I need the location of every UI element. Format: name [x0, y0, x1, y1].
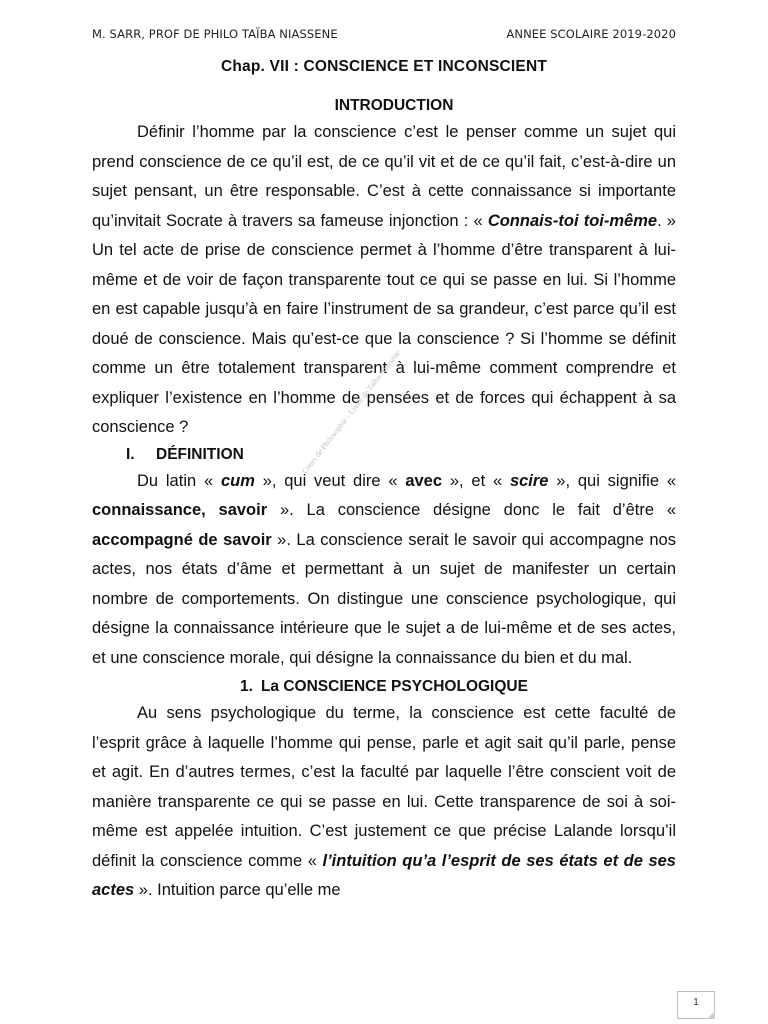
text-run: », qui signifie « — [548, 471, 676, 490]
text-run: Définir l’homme par la conscience c’est le penser comme un sujet qui prend conscience de ce qu’il est, de ce qu’il vit et de ce qu’il fait, c’est-à-dire un sujet pensant, un être responsable. C’est à cette connaissance si importante qu’invitait Socrate à travers sa fameuse injonction : « — [92, 123, 676, 230]
latin-term: scire — [509, 471, 549, 490]
text-run: », et « — [442, 471, 510, 490]
introduction-heading: INTRODUCTION — [334, 97, 454, 114]
document-body — [92, 94, 676, 906]
bold-term: accompagné de savoir — [92, 530, 272, 549]
page-number-box — [677, 991, 715, 1019]
subsection-heading-conscience-psychologique — [92, 675, 676, 699]
chapter-title: Chap. VII : CONSCIENCE ET INCONSCIENT — [220, 58, 548, 75]
subsection-title: La CONSCIENCE PSYCHOLOGIQUE — [260, 678, 528, 695]
bold-term: connaissance, savoir — [92, 501, 268, 519]
header-school-year: ANNEE SCOLAIRE 2019-2020 — [506, 27, 676, 41]
text-run: ». Intuition parce qu’elle me — [134, 881, 341, 899]
bold-term: avec — [405, 471, 443, 490]
text-run: », qui veut dire « — [254, 471, 406, 490]
subsection-number: 1. — [240, 678, 253, 695]
page-header — [92, 27, 676, 41]
watermark: Cours de Philosophie - Lycée de Taïba Niassène — [300, 348, 403, 476]
text-run: Du latin « — [137, 471, 221, 490]
latin-term: cum — [220, 471, 255, 490]
text-run: . » Un tel acte de prise de conscience permet à l’homme d’être transparent à lui-même et de voir de façon transparente tout ce qui se passe en lui. Si l’homme en est capable jusqu’à en faire l’instrument de sa grandeur, c’est parce qu’il est doué de conscience. Mais qu’est-ce que la conscience ? Si l’homme se définit comme un être totalement transparent à lui-même comment comprendre et expliquer l’existence en l’homme de pensées et de forces qui échappent à sa conscience ? — [92, 211, 676, 436]
section-title: DÉFINITION — [156, 445, 244, 463]
lalande-quote: l’intuition qu’a l’esprit de ses états et de ses actes — [92, 851, 676, 899]
emphasis-quote: Connais-toi toi-même — [487, 211, 658, 230]
text-run: Au sens psychologique du terme, la conscience est cette faculté de l’esprit grâce à laquelle l’homme qui pense, parle et agit sait qu’il parle, pense et agit. En d’autres termes, c’est la faculté par laquelle l’être conscient voit de manière transparente ce qui se passe en lui. Cette transparence de soi à soi-même est appelée intuition. C’est justement ce que précise Lalande lorsqu’il définit la conscience comme « — [92, 704, 676, 870]
introduction-paragraph — [92, 118, 676, 443]
text-run: ». La conscience serait le savoir qui accompagne nos actes, nos états d’âme et permettant à un sujet de manifester un certain nombre de comportements. On distingue une conscience psychologique, qui désigne la connaissance intérieure que le sujet a de lui-même et de ses actes, et une conscience morale, qui désigne la connaissance du bien et du mal. — [92, 530, 676, 667]
section-number: I. — [126, 445, 135, 463]
page-curl-decoration — [707, 1011, 715, 1019]
section-heading-definition — [92, 443, 676, 467]
page-number: 1 — [693, 997, 699, 1008]
definition-paragraph — [92, 467, 676, 674]
text-run: ». La conscience désigne donc le fait d’être « — [267, 501, 676, 519]
conscience-psychologique-paragraph — [92, 699, 676, 906]
header-author: M. SARR, PROF DE PHILO TAÏBA NIASSENE — [92, 27, 338, 41]
